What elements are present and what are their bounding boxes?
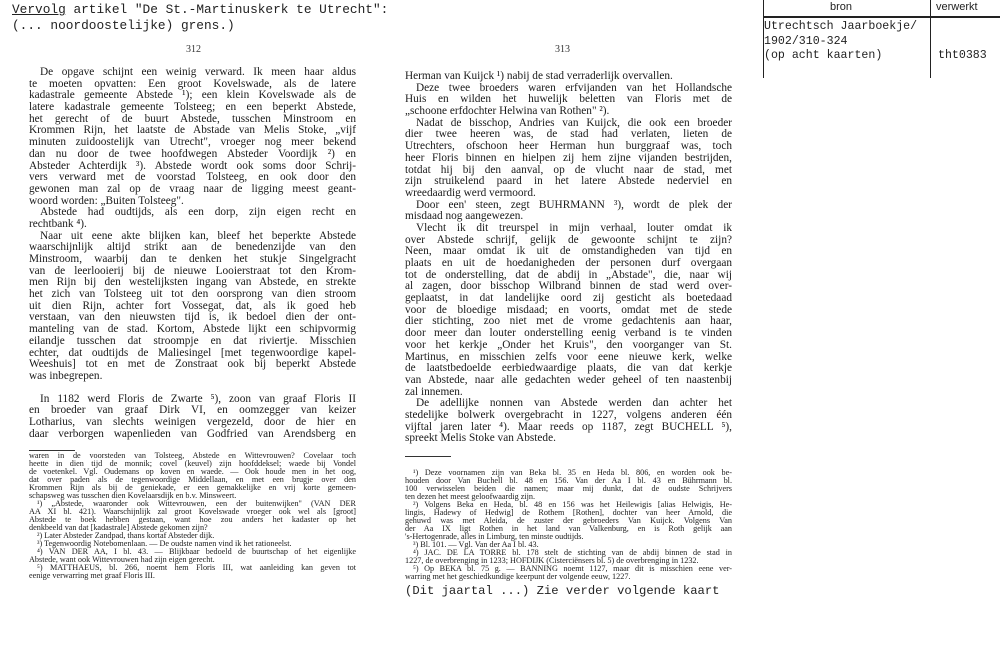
column-header-source: bron [830, 1, 853, 13]
text-line: De opgave schijnt een weinig verward. Ik meen haar aldus [40, 67, 356, 78]
text-line: Krommen Rijn, het laatste de Abstade van Melis Stoke, „vijf [29, 125, 356, 137]
text-line: ²) Volgens Beka en Heda, bl. 48 en 156 was het Heilewigis [alias Helwigis, He- [413, 501, 732, 509]
text-line: dat over paden als de tegenwoordige Middellaan, en met een brugje over den [29, 476, 356, 484]
right-page-footnotes [405, 469, 732, 581]
text-line: misdaad nog aangewezen. [405, 211, 524, 223]
table-divider [930, 0, 931, 78]
text-line: was inbegrepen. [29, 370, 103, 382]
text-line: dier twee heeren was, de stad had verlaten, lieten de [405, 129, 732, 141]
text-line: ⁵) Op BEKA bl. 75 g. — BANNING noemt 1127, maar dit is misschien eene ver- [413, 565, 732, 573]
text-line: wreedaardig werd vermoord. [405, 187, 536, 199]
text-line: spreekt Melis Stoke van Abstede. [405, 433, 556, 445]
text-line: dan nu door de twee hoofdwegen Absteder Voordijk ²) en [29, 148, 356, 160]
text-line: gehuwd was met Aleida, de zuster der gebroeders Van Kuijck. Volgens Van [405, 517, 732, 525]
text-line: Abstede te boek hebben gestaan, want hoe zou anders het kadaster op het [29, 516, 356, 524]
header-prefix: Vervolg [12, 2, 66, 17]
text-line: verstaan, van den nieuwsten tijd is, ik bedoel dien der ont- [29, 312, 356, 324]
text-line: heer Floris binnen en hielpen zij hem zijne vijanden bestrijden, [405, 152, 732, 164]
text-line: Huis en wilden het huwelijk beletten van Floris met de [405, 94, 732, 106]
text-line: 100 verwisselen beiden die namen; maar mij dunkt, dat de oudste Schrijvers [405, 485, 732, 493]
processed-cell: tht0383 [938, 49, 987, 62]
text-line: houden door Van Buchell bl. 48 en 156. Van der Aa I bl. 43 en Bührmann bl. [405, 477, 732, 485]
text-line: Naar uit eene akte blijken kan, bleef het beperkte Abstede [40, 230, 356, 242]
text-line: Herman van Kuijck ¹) nabij de stad verraderlijk overvallen. [405, 71, 673, 82]
header-title: artikel "De St.-Martinuskerk te Utrecht": [65, 2, 389, 17]
text-line: men Rijn bij den westelijksten ingang van Abstede, en strekte [29, 277, 356, 289]
text-line: het zich van Tolsteeg uit tot den oorsprong van dien stroom [29, 289, 356, 301]
text-line: De adellijke nonnen van Abstede werden dan achter het [416, 398, 732, 410]
source-cell [764, 20, 917, 64]
text-line: In 1182 werd Floris de Zwarte ⁵), zoon van graaf Floris II [40, 393, 356, 405]
text-line: minuten zuidoostelijk van Utrecht", vroeger nog meer bekend [29, 137, 356, 149]
text-line: ¹) „Abstede, waaronder ook Wittevrouwen, een der buitenwijken" (VAN DER [37, 500, 356, 508]
text-line: ³) Bl. 101. — Vgl. Van der Aa I bl. 43. [413, 541, 539, 549]
text-line: de voetenkel. Vgl. Oudemans op koven en waede. — Ook houde men in het oog, [29, 468, 356, 476]
text-line: door meer dan louter onderstelling eenig verband is te vinden [405, 328, 732, 340]
text-line: 1227, de overbrenging in 1233; HOFDIJK (Cisterciënsers bl. 5) de overbrenging in 1232. [405, 557, 699, 565]
text-line: eilandje tusschen dat stroompje en dat riviertje. Misschien [29, 335, 356, 347]
text-line: ²) Later Absteder Zandpad, thans kortaf Absteder dijk. [37, 532, 215, 540]
page-number-right: 313 [555, 44, 570, 55]
text-line: manteling van de stad. Kortom, Abstede lijkt een schipvormig [29, 324, 356, 336]
left-page-footnotes [29, 452, 356, 580]
text-line: Lotharius, van slechts weinigen vergezeld, door de hier en [29, 416, 356, 428]
text-line: Martinus, en misschien zelfs voor eene nieuwe kerk, welke [405, 351, 732, 363]
text-line: lingis, Hadewy of Hedwig] de Rothem [Rothen], dochter van heer Arnold, die [405, 509, 732, 517]
text-line: Minstroom, waarbij dan te denken het stukje Singelgracht [29, 254, 356, 265]
text-line: Weeshuis] tot en met de Zonstraat ook bij beperkt Abstede [29, 359, 356, 371]
text-line: AA XI bl. 421). Waarschijnlijk zal groot Kovelswade vroeger ook wel als [groot] [29, 508, 356, 516]
text-line: Absteder Achterdijk ³). Abstede wordt ook soms door Schrij- [29, 160, 356, 172]
text-line: de laatstbedoelde eerbiedwaardige plaats, die van dat kerkje [405, 363, 732, 375]
text-line: voor de bloedige misdaad; en voorts, omdat met de stede [405, 304, 732, 316]
continuation-note: (Dit jaartal ...) Zie verder volgende kaart [405, 584, 720, 598]
source-line: Utrechtsch Jaarboekje/ [764, 20, 918, 33]
text-line: ¹) Deze voornamen zijn van Beka bl. 35 en Heda bl. 806, en worden ook be- [413, 469, 732, 477]
text-line: totdat hij bij den aanval, op de vlucht naar de stad, met [405, 164, 732, 176]
text-line: Nadat de bisschop, Andries van Kuijck, die ook een broeder [416, 117, 732, 129]
text-line: van de leerlooierij bij de nieuwe Looierstraat tot den Krom- [29, 265, 356, 277]
source-table [763, 0, 1000, 78]
text-line: ⁴) VAN DER AA, I bl. 43. — Blijkbaar bedoeld de buurtschap of het eigenlijke [37, 548, 356, 556]
text-line: dier stichting, zoo niet met de vrome gedachtenis aan haar, [405, 316, 732, 328]
text-line: Abstede had oudtijds, als een dorp, zijn eigen recht en [40, 207, 356, 219]
text-line: Utrechters, ofschoon heer Herman hun burggraaf was, toch [405, 141, 732, 153]
text-line: over Abstede schrijf, gelijk de gewoonte schijnt te zijn? [405, 234, 732, 246]
text-line: ten dezen het meest geloofwaardig zijn. [405, 493, 536, 501]
text-line: Abstede, want ook Wittevrouwen had zijn eigen gerecht. [29, 556, 215, 564]
text-line: Krommen Rijn als bij de geniekade, er een gemakkelijke en vrij korte gemeen- [29, 484, 356, 492]
text-line: geplaatst, in dat landelijke oord zij gesticht als boetedaad [405, 293, 732, 305]
text-line: daar verborgen wapenlieden van Godfried van Arendsberg en [29, 428, 356, 440]
text-line: schapsweg was tusschen dien Kovelaarsdijk en b.v. Minsweert. [29, 492, 237, 500]
source-line: (op acht kaarten) [764, 49, 883, 62]
text-line: denkbeeld van dat [kadastrale] Abstede gekomen zijn? [29, 524, 208, 532]
text-line: latere kadastrale gemeente Tolsteeg; en een beperkt Abstede, [29, 102, 356, 114]
text-line: woord worden: „Buiten Tolsteeg". [29, 195, 184, 207]
text-line: plaats en uit de hoedanigheden der personen durf overgaan [405, 258, 732, 269]
text-line: 's-Hertogenrade, alles in Limburg, ten minste oudtijds. [405, 533, 584, 541]
page-number-left: 312 [186, 44, 201, 55]
text-line: het gerecht of de buurt Abstede, tusschen Minstroom en [29, 113, 356, 125]
text-line: voor het kerkje „Onder het Kruis", den voorganger van St. [405, 339, 732, 351]
source-line: 1902/310-324 [764, 34, 848, 48]
text-line: gewonen man zal op de vraag naar de ligging meest geant- [29, 183, 356, 195]
paragraph-gap [29, 383, 356, 394]
text-line: kadastrale gemeente Abstede ¹); een klein Kovelswade als de [29, 90, 356, 102]
text-line: te moeten opvatten: Een groot Kovelswade, als de latere [29, 78, 356, 90]
text-line: van Abstede, naar alle gedachten weder geheel of ten naastenbij [405, 374, 732, 386]
text-line: uit dien Rijn, achter fort Vossegat, dat, als ik goed heb [29, 300, 356, 312]
left-page-body [29, 67, 356, 440]
text-line: echter, dat oudtijds de Maliesingel [met tegenwoordige kapel- [29, 347, 356, 359]
text-line: rechtbank ⁴). [29, 218, 87, 230]
text-line: Vlecht ik dit treurspel in mijn verhaal, louter omdat ik [416, 222, 732, 234]
text-line: tot de onderstelling, dat de abdij in „Abstade", die, naar wij [405, 269, 732, 281]
column-header-processed: verwerkt [936, 1, 978, 13]
table-header-rule [764, 16, 1000, 18]
text-line: waren in de voorsteden van Tolsteeg, Abstede en Wittevrouwen? Covelaar toch [29, 452, 356, 460]
text-line: en broeder van graaf Dirk VI, en oomzegger van keizer [29, 405, 356, 417]
text-line: waarschijnlijk altijd strikt aan de benedenzijde van den [29, 242, 356, 254]
text-line: der Aa IX ligt Rothen in het land van Valkenburg, en is Roth gelijk aan [405, 525, 732, 533]
text-line: al zagen, door bisschop Wilbrand binnen de stad werd over- [405, 281, 732, 293]
text-line: vers verward met de voorstad Tolsteeg, en ook door den [29, 172, 356, 184]
text-line: heette in dien tijd de monnik; covel (keuvel) zijn hoofddeksel; waede bij Vondel [29, 460, 356, 468]
text-line: ⁵) MATTHAEUS, bl. 266, noemt hem Floris III, wat aanleiding kan geven tot [37, 564, 356, 572]
card-header [12, 2, 388, 34]
text-line: „schoone erfdochter Helwina van Rothen" ²). [405, 106, 610, 118]
text-line: ³) Tegenwoordig Notebomenlaan. — De oudste namen vind ik het rationeelst. [37, 540, 292, 548]
text-line: eenige verwarring met graaf Floris III. [29, 572, 155, 580]
text-line: Deze twee broeders waren erfvijanden van het Hollandsche [416, 82, 732, 94]
text-line: vijftal jaren later ⁴). Maar reeds op 1187, zegt BUCHELL ⁵), [405, 421, 732, 433]
text-line: stedelijke bolwerk overgebracht in 1227, volgens anderen één [405, 409, 732, 421]
text-line: zal innemen. [405, 386, 463, 398]
text-line: zijn struikelend paard in het latere Abstede nederviel en [405, 176, 732, 188]
text-line: warring met het geschiedkundige keerpunt der volgende eeuw, 1227. [405, 573, 631, 581]
text-line: Door een' steen, zegt BÜHRMANN ³), wordt de plek der [416, 199, 732, 211]
text-line: ⁴) JAC. DE LA TORRE bl. 178 stelt de stichting van de abdij binnen de stad in [413, 549, 732, 557]
right-page-body [405, 71, 732, 445]
header-subtitle: (... noordoostelijke) grens.) [12, 18, 235, 33]
text-line: Neen, maar omdat ik uit de omstandigheden van tijd en [405, 246, 732, 258]
footnote-separator [29, 450, 75, 451]
footnote-separator [405, 456, 451, 457]
